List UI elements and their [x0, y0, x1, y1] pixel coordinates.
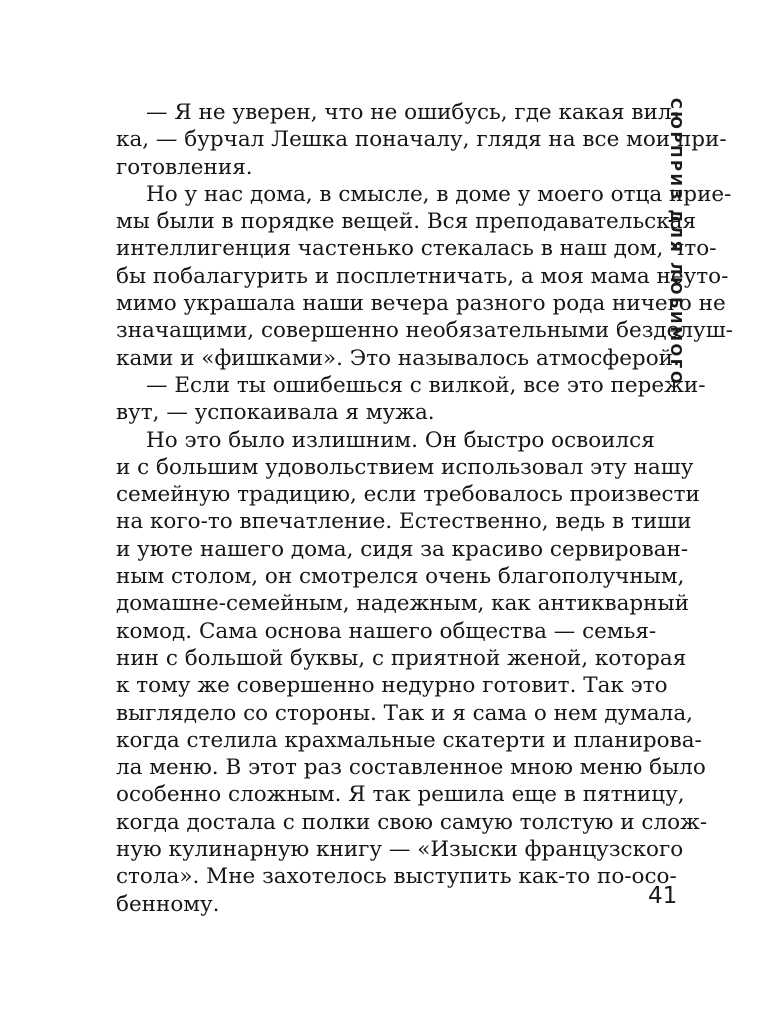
text-line: мимо украшала наши вечера разного рода ничего не	[116, 291, 726, 317]
text-line: Но у нас дома, в смысле, в доме у моего отца прие-	[146, 181, 732, 207]
text-line: ка, — бурчал Лешка поначалу, глядя на все мои при-	[116, 127, 727, 153]
text-line: значащими, совершенно необязательными безделуш-	[116, 318, 733, 344]
text-line: бенному.	[116, 891, 220, 917]
text-line: особенно сложным. Я так решила еще в пятницу,	[116, 782, 685, 808]
text-line: комод. Сама основа нашего общества — семья-	[116, 618, 657, 644]
text-line: Но это было излишним. Он быстро освоился	[146, 427, 655, 453]
text-line: интеллигенция частенько стекалась в наш дом, что-	[116, 236, 717, 262]
text-line: мы были в порядке вещей. Вся преподавательская	[116, 209, 697, 235]
text-line: стола». Мне захотелось выступить как-то по-осо-	[116, 864, 677, 890]
text-line: ную кулинарную книгу — «Изыски французского	[116, 837, 684, 863]
text-line: — Я не уверен, что не ошибусь, где какая вил-	[146, 100, 679, 125]
text-line: когда стелила крахмальные скатерти и планирова-	[116, 727, 702, 753]
text-line: — Если ты ошибешься с вилкой, все это пережи-	[146, 372, 706, 398]
text-line: к тому же совершенно недурно готовит. Так это	[116, 673, 668, 699]
running-head-title: СЮРПРИЗ ДЛЯ ЛЮБИМОГО	[667, 97, 685, 386]
text-line: ками и «фишками». Это называлось атмосферой.	[116, 345, 680, 371]
text-line: нин с большой буквы, с приятной женой, которая	[116, 645, 687, 671]
text-line: ла меню. В этот раз составленное мною меню было	[116, 755, 706, 781]
text-line: когда достала с полки свою самую толстую и слож-	[116, 809, 708, 835]
page-number: 41	[648, 883, 678, 909]
text-line: готовления.	[116, 154, 253, 180]
text-line: вут, — успокаивала я мужа.	[116, 400, 435, 426]
text-line: и уюте нашего дома, сидя за красиво сервирован-	[116, 536, 689, 562]
text-line: семейную традицию, если требовалось произвести	[116, 482, 700, 508]
text-line: ным столом, он смотрелся очень благополучным,	[116, 564, 685, 590]
text-line: домашне-семейным, надежным, как антикварный	[116, 591, 689, 617]
text-line: бы побалагурить и посплетничать, а моя мама неуто-	[116, 263, 729, 289]
running-head	[652, 97, 700, 386]
text-line: на кого-то впечатление. Естественно, ведь в тиши	[116, 509, 692, 535]
text-line: и с большим удовольствием использовал эту нашу	[116, 454, 694, 480]
text-line: выглядело со стороны. Так и я сама о нем думала,	[116, 700, 693, 726]
